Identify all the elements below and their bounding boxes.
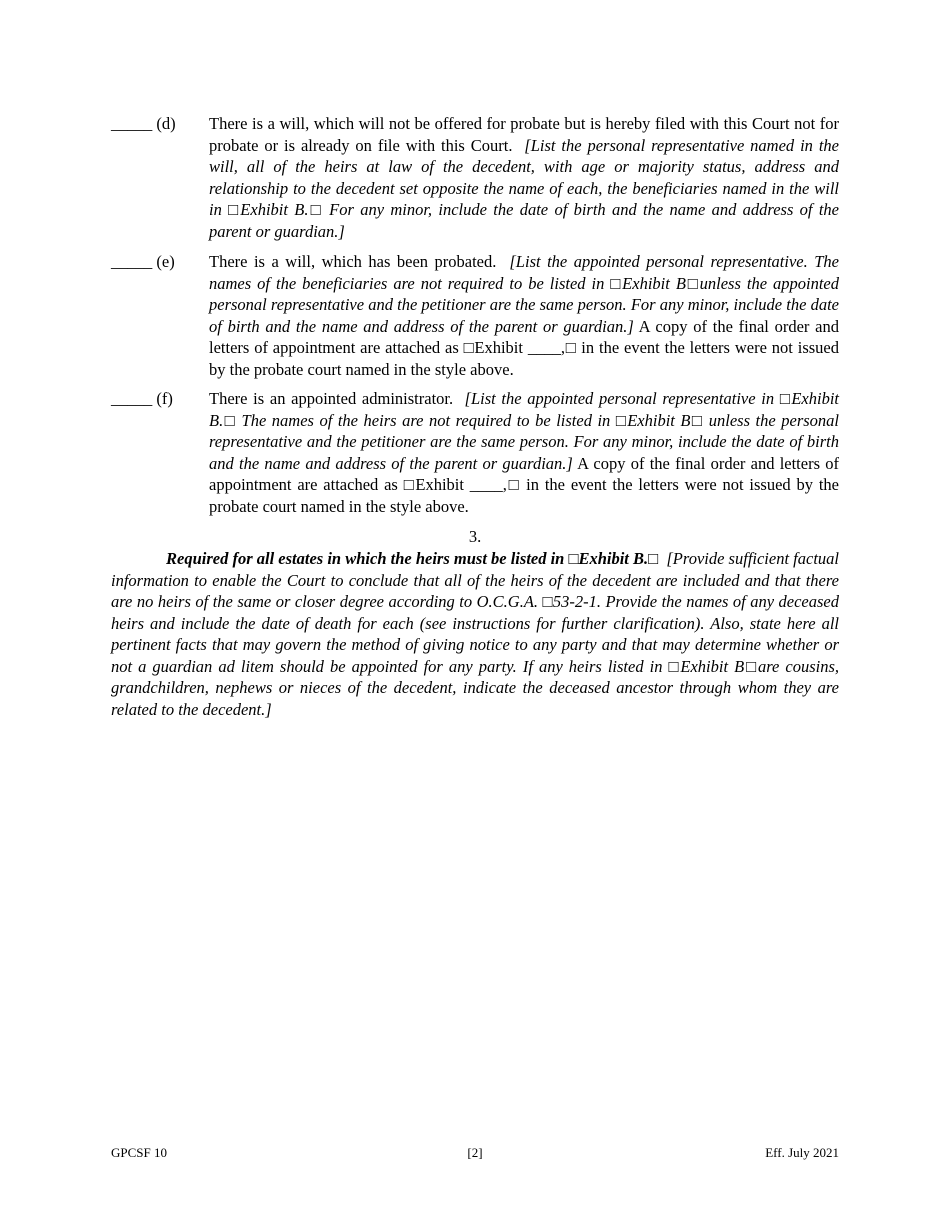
option-e xyxy=(111,251,839,380)
footer-effective-date: Eff. July 2021 xyxy=(765,1145,839,1160)
option-d-marker: _____ (d) xyxy=(111,114,176,133)
option-d-lead: There is a will, which will not be offered for probate but is hereby filed with this Court not for probate or is already on file with this Court. xyxy=(209,114,839,155)
option-e-lead: There is a will, which has been probated. xyxy=(209,252,497,271)
section-3-instruction: [Provide sufficient factual information to enable the Court to conclude that all of the heirs of the decedent are included and that there are no heirs of the same or closer degree according to O.C.G.A. □53-2-1. Provide the names of any deceased heirs and include the date of death for each (see instructions for further clarification). Also, state here all pertinent facts that may govern the method of giving notice to any party and that may determine whether or not a guardian ad litem should be appointed for any party. If any heirs listed in □Exhibit B□are cousins, grandchildren, nephews or nieces of the decedent, indicate the deceased ancestor through whom they are related to the decedent.] xyxy=(111,549,840,719)
option-f-marker: _____ (f) xyxy=(111,389,173,408)
footer-page-number: [2] xyxy=(467,1145,483,1160)
option-e-text xyxy=(209,251,839,380)
option-e-instruction: [List the appointed personal representative. The names of the beneficiaries are not required to be listed in □Exhibit B□unless the appointed personal representative and the petitioner are the same person. For any minor, include the date of birth and the name and address of the parent or guardian.] xyxy=(209,252,839,336)
option-d-text xyxy=(209,113,839,242)
option-d-instruction: [List the personal representative named in the will, all of the heirs at law of the decedent, with age or majority status, address and relationship to the decedent set opposite the name of each, the beneficiaries named in the will in □Exhibit B.□ For any minor, include the date of birth and the name and address of the parent or guardian.] xyxy=(209,135,839,241)
option-f-text xyxy=(209,388,839,517)
section-3-bold-lead: Required for all estates in which the heirs must be listed in □Exhibit B.□ xyxy=(166,549,659,568)
option-f-trailer: A copy of the final order and letters of appointment are attached as □Exhibit ____,□ in the event the letters were not issued by the probate court named in the style above. xyxy=(209,453,839,516)
footer-form-id: GPCSF 10 xyxy=(111,1145,167,1160)
option-e-marker: _____ (e) xyxy=(111,252,175,271)
option-f-instruction: [List the appointed personal representative in □Exhibit B.□ The names of the heirs are not required to be listed in □Exhibit B□ unless the personal representative and the petitioner are the same person. For any minor, include the date of birth and the name and address of the parent or guardian.] xyxy=(209,389,840,473)
option-f-lead: There is an appointed administrator. xyxy=(209,389,454,408)
option-e-trailer: A copy of the final order and letters of appointment are attached as □Exhibit ____,□ in the event the letters were not issued by the probate court named in the style above. xyxy=(209,316,839,379)
option-f xyxy=(111,388,839,517)
section-3-number: 3. xyxy=(468,527,482,546)
section-3-paragraph xyxy=(111,548,839,720)
option-d xyxy=(111,113,839,242)
